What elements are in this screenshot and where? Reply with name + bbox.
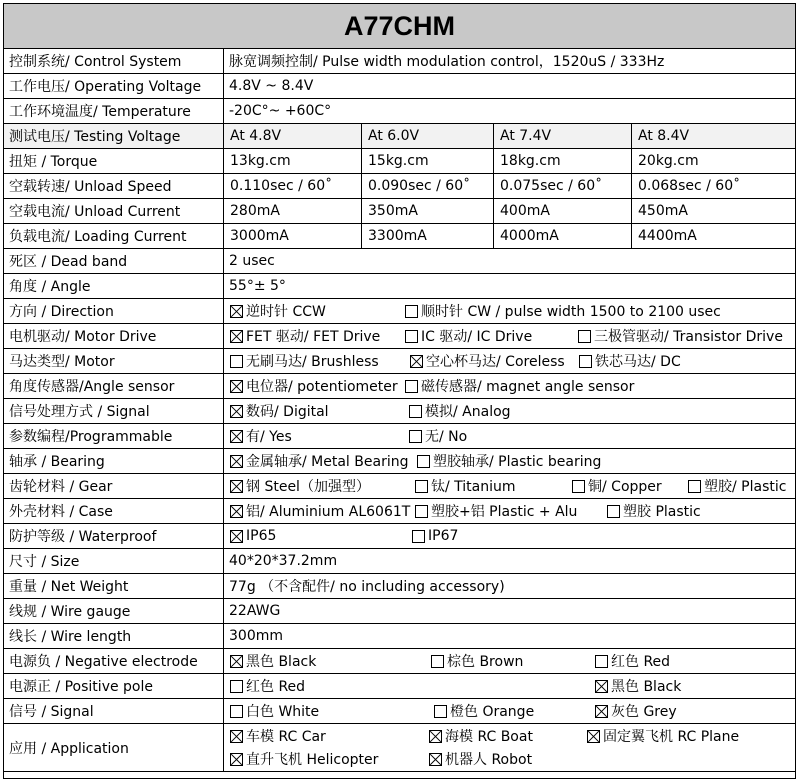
option-label: IP65 [246, 528, 277, 544]
row-label: 参数编程/Programmable [4, 424, 224, 448]
row-label: 方向 / Direction [4, 299, 224, 323]
option-label: 直升飞机 Helicopter [246, 752, 379, 768]
checkbox-empty-icon [412, 530, 425, 543]
row-label: 防护等级 / Waterproof [4, 524, 224, 548]
spec-sheet [3, 3, 796, 779]
row-case [4, 499, 795, 524]
option-potentiometer [230, 374, 398, 398]
option-label: 有/ Yes [246, 429, 292, 445]
option-label: 铝/ Aluminium AL6061T [246, 504, 411, 520]
checkbox-checked-icon [230, 655, 243, 668]
checkbox-empty-icon [572, 480, 585, 493]
option-label: 橙色 Orange [450, 704, 535, 720]
checkbox-checked-icon [429, 730, 442, 743]
checkbox-empty-icon [431, 655, 444, 668]
option-label: 钛/ Titanium [431, 479, 516, 495]
option-label: 黑色 Black [246, 654, 317, 670]
checkbox-empty-icon [415, 480, 428, 493]
option-label: 机器人 Robot [445, 752, 533, 768]
product-title: A77CHM [4, 4, 795, 49]
torque-cell: 18kg.cm [493, 149, 631, 173]
row-unload-speed [4, 174, 795, 199]
option-cw [405, 299, 721, 323]
option-plastic-bearing [417, 449, 601, 473]
row-label: 信号 / Signal [4, 699, 224, 723]
row-bearing [4, 449, 795, 474]
option-magnet-sensor [405, 374, 634, 398]
row-label: 齿轮材料 / Gear [4, 474, 224, 498]
checkbox-checked-icon [230, 405, 243, 418]
option-label: 红色 Red [611, 654, 671, 670]
checkbox-empty-icon [409, 405, 422, 418]
option-copper [572, 474, 662, 498]
row-temperature [4, 99, 795, 124]
checkbox-empty-icon [578, 330, 591, 343]
option-metal-bearing [230, 449, 408, 473]
checkbox-empty-icon [688, 480, 701, 493]
option-grey [595, 699, 677, 723]
torque-cell: 13kg.cm [230, 153, 291, 169]
option-label: 钢 Steel（加强型） [246, 479, 370, 495]
option-label: 磁传感器/ magnet angle sensor [421, 379, 635, 395]
speed-cell: 0.068sec / 60˚ [631, 174, 795, 198]
option-plastic-gear [688, 474, 786, 498]
row-label: 信号处理方式 / Signal [4, 399, 224, 423]
row-angle-sensor [4, 374, 795, 399]
checkbox-empty-icon [434, 705, 447, 718]
torque-cell: 20kg.cm [631, 149, 795, 173]
checkbox-empty-icon [405, 305, 418, 318]
current-cell: 400mA [493, 199, 631, 223]
current-cell: 350mA [361, 199, 493, 223]
option-titanium [415, 474, 516, 498]
option-ip67 [412, 524, 458, 548]
row-direction [4, 299, 795, 324]
row-label: 工作电压/ Operating Voltage [4, 74, 224, 98]
option-label: 电位器/ potentiometer [246, 379, 398, 395]
row-weight [4, 574, 795, 599]
checkbox-checked-icon [230, 430, 243, 443]
checkbox-checked-icon [230, 730, 243, 743]
current-cell: 450mA [631, 199, 795, 223]
option-label: 塑胶轴承/ Plastic bearing [433, 454, 602, 470]
option-rc-plane [587, 724, 739, 748]
row-label: 重量 / Net Weight [4, 574, 224, 598]
row-label: 电源负 / Negative electrode [4, 649, 224, 673]
option-brown [431, 649, 523, 673]
option-label: 塑胶 Plastic [623, 504, 701, 520]
checkbox-empty-icon [230, 680, 243, 693]
option-analog [409, 399, 511, 423]
option-label: 数码/ Digital [246, 404, 329, 420]
row-value: 22AWG [229, 603, 281, 619]
checkbox-empty-icon [595, 655, 608, 668]
row-label: 马达类型/ Motor [4, 349, 224, 373]
row-label: 线长 / Wire length [4, 624, 224, 648]
option-label: IP67 [428, 528, 459, 544]
row-application [4, 724, 795, 772]
checkbox-empty-icon [230, 355, 243, 368]
row-wire-gauge [4, 599, 795, 624]
option-label: 红色 Red [246, 679, 306, 695]
option-label: 无刷马达/ Brushless [246, 354, 379, 370]
row-value: 77g （不含配件/ no including accessory) [229, 579, 505, 595]
row-value: 55°± 5° [229, 278, 286, 294]
option-dc [579, 349, 681, 373]
option-label: 固定翼飞机 RC Plane [603, 729, 740, 745]
row-motor [4, 349, 795, 374]
checkbox-empty-icon [409, 430, 422, 443]
row-loading-current [4, 224, 795, 249]
current-cell: 3000mA [230, 228, 289, 244]
row-label: 死区 / Dead band [4, 249, 224, 273]
row-label: 扭矩 / Torque [4, 149, 224, 173]
option-label: 铁芯马达/ DC [595, 354, 681, 370]
row-gear [4, 474, 795, 499]
row-label: 角度 / Angle [4, 274, 224, 298]
checkbox-checked-icon [230, 480, 243, 493]
row-control-system [4, 49, 795, 74]
voltage-cell: At 4.8V [230, 128, 282, 144]
option-rc-car [230, 724, 326, 748]
option-helicopter [230, 747, 378, 771]
option-black [595, 674, 681, 698]
row-label: 电源正 / Positive pole [4, 674, 224, 698]
row-label: 负载电流/ Loading Current [4, 224, 224, 248]
row-label: 电机驱动/ Motor Drive [4, 324, 224, 348]
row-angle [4, 274, 795, 299]
current-cell: 4000mA [493, 224, 631, 248]
option-transistor-drive [578, 324, 783, 348]
row-label: 工作环境温度/ Temperature [4, 99, 224, 123]
voltage-cell: At 7.4V [493, 124, 631, 148]
option-label: 空心杯马达/ Coreless [426, 354, 565, 370]
row-label: 线规 / Wire gauge [4, 599, 224, 623]
option-digital [230, 399, 329, 423]
row-label: 角度传感器/Angle sensor [4, 374, 224, 398]
option-label: 无/ No [425, 429, 468, 445]
option-label: 顺时针 CW / pulse width 1500 to 2100 usec [421, 304, 721, 320]
row-torque [4, 149, 795, 174]
option-orange [434, 699, 534, 723]
row-negative-electrode [4, 649, 795, 674]
option-label: 金属轴承/ Metal Bearing [246, 454, 409, 470]
checkbox-empty-icon [405, 380, 418, 393]
row-value: -20C°~ +60C° [229, 103, 332, 119]
checkbox-checked-icon [230, 530, 243, 543]
option-label: 模拟/ Analog [425, 404, 511, 420]
option-ccw [230, 299, 326, 323]
row-value: 脉宽调频控制/ Pulse width modulation control，1520uS / 333Hz [229, 54, 665, 70]
option-label: 塑胶+铝 Plastic + Alu [431, 504, 578, 520]
option-no [409, 424, 467, 448]
option-aluminium [230, 499, 410, 523]
checkbox-empty-icon [607, 505, 620, 518]
row-positive-pole [4, 674, 795, 699]
voltage-cell: At 8.4V [631, 124, 795, 148]
option-label: 铜/ Copper [588, 479, 662, 495]
option-label: 棕色 Brown [447, 654, 524, 670]
checkbox-checked-icon [587, 730, 600, 743]
checkbox-checked-icon [230, 455, 243, 468]
checkbox-checked-icon [230, 380, 243, 393]
current-cell: 3300mA [361, 224, 493, 248]
option-coreless [410, 349, 565, 373]
row-label: 测试电压/ Testing Voltage [4, 124, 224, 148]
option-ic-drive [405, 324, 532, 348]
option-ip65 [230, 524, 276, 548]
option-steel [230, 474, 370, 498]
checkbox-empty-icon [405, 330, 418, 343]
option-robot [429, 747, 532, 771]
checkbox-empty-icon [417, 455, 430, 468]
option-label: 逆时针 CCW [246, 304, 326, 320]
row-programmable [4, 424, 795, 449]
option-white [230, 699, 319, 723]
option-rc-boat [429, 724, 533, 748]
row-operating-voltage [4, 74, 795, 99]
option-red [230, 674, 305, 698]
checkbox-checked-icon [429, 753, 442, 766]
option-yes [230, 424, 292, 448]
row-signal-wire [4, 699, 795, 724]
torque-cell: 15kg.cm [361, 149, 493, 173]
row-label: 轴承 / Bearing [4, 449, 224, 473]
row-label: 外壳材料 / Case [4, 499, 224, 523]
option-plastic-alu [415, 499, 577, 523]
row-motor-drive [4, 324, 795, 349]
row-label: 应用 / Application [4, 724, 224, 771]
option-black [230, 649, 316, 673]
checkbox-checked-icon [230, 505, 243, 518]
option-label: 灰色 Grey [611, 704, 677, 720]
row-dead-band [4, 249, 795, 274]
row-value: 2 usec [229, 253, 275, 269]
row-value: 300mm [229, 628, 283, 644]
option-label: FET 驱动/ FET Drive [246, 329, 381, 345]
speed-cell: 0.075sec / 60˚ [493, 174, 631, 198]
row-value: 4.8V ~ 8.4V [229, 78, 314, 94]
checkbox-empty-icon [230, 705, 243, 718]
row-testing-voltage [4, 124, 795, 149]
checkbox-empty-icon [415, 505, 428, 518]
checkbox-checked-icon [230, 305, 243, 318]
row-size [4, 549, 795, 574]
row-label: 空载电流/ Unload Current [4, 199, 224, 223]
row-label: 尺寸 / Size [4, 549, 224, 573]
row-value: 40*20*37.2mm [229, 553, 338, 569]
row-wire-length [4, 624, 795, 649]
speed-cell: 0.090sec / 60˚ [361, 174, 493, 198]
checkbox-checked-icon [595, 705, 608, 718]
option-label: 白色 White [246, 704, 320, 720]
row-unload-current [4, 199, 795, 224]
voltage-cell: At 6.0V [361, 124, 493, 148]
option-label: 塑胶/ Plastic [704, 479, 787, 495]
option-plastic-case [607, 499, 701, 523]
option-red [595, 649, 670, 673]
option-label: 黑色 Black [611, 679, 682, 695]
current-cell: 280mA [230, 203, 280, 219]
current-cell: 4400mA [631, 224, 795, 248]
speed-cell: 0.110sec / 60˚ [230, 178, 333, 194]
checkbox-checked-icon [230, 330, 243, 343]
option-label: 海模 RC Boat [445, 729, 533, 745]
row-waterproof [4, 524, 795, 549]
row-signal-processing [4, 399, 795, 424]
option-label: 三极管驱动/ Transistor Drive [594, 329, 783, 345]
option-label: IC 驱动/ IC Drive [421, 329, 533, 345]
checkbox-checked-icon [230, 753, 243, 766]
option-brushless [230, 349, 379, 373]
option-fet-drive [230, 324, 380, 348]
row-label: 控制系统/ Control System [4, 49, 224, 73]
checkbox-checked-icon [595, 680, 608, 693]
checkbox-empty-icon [579, 355, 592, 368]
row-label: 空载转速/ Unload Speed [4, 174, 224, 198]
option-label: 车模 RC Car [246, 729, 326, 745]
checkbox-checked-icon [410, 355, 423, 368]
